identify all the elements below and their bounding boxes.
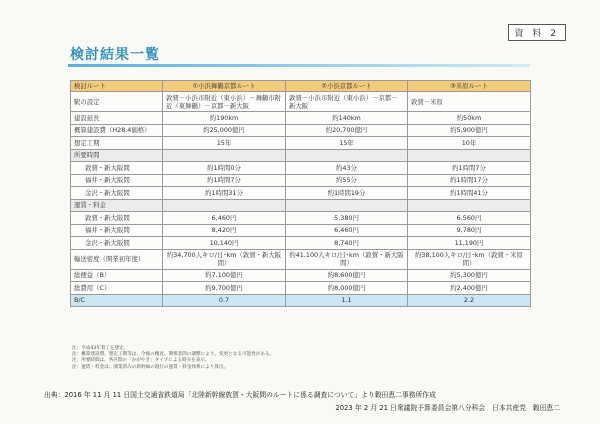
value-cell — [163, 149, 286, 162]
note-item: 注：所要時間は、各区間の「かがやき」タイプによる時分を表示。 — [72, 358, 210, 364]
value-cell: 9,780円 — [408, 224, 531, 237]
table-body — [71, 92, 531, 307]
value-cell: 2.2 — [408, 294, 531, 306]
title-underline — [68, 64, 530, 67]
header-cell: 検討ルート — [71, 81, 163, 92]
table-row — [71, 237, 531, 250]
row-label: 運賃・料金 — [71, 199, 163, 212]
route-comparison-table — [70, 80, 531, 307]
value-cell — [408, 149, 531, 162]
row-label: 概算建設費（H28.4価格） — [71, 124, 163, 137]
row-label: 福井・新大阪間 — [71, 174, 163, 187]
note-item: 注：平成43年着工を想定。 — [72, 346, 129, 351]
value-cell — [286, 199, 408, 212]
value-cell: 約9,700億円 — [163, 282, 286, 295]
table-row — [71, 224, 531, 237]
row-label: 駅の設定 — [71, 92, 163, 112]
table-row — [71, 124, 531, 137]
table-header-row — [71, 81, 531, 92]
table-row — [71, 187, 531, 200]
value-cell: 約5,900億円 — [408, 124, 531, 137]
value-cell: 約1時間0分 — [163, 162, 286, 175]
value-cell: 約190km — [163, 112, 286, 125]
value-cell — [163, 199, 286, 212]
notes — [72, 346, 274, 371]
table-row — [71, 137, 531, 150]
value-cell: 15年 — [286, 137, 408, 150]
note-item: 注：概算建設費、想定工期等は、今後の精査、関係者間の調整により、変更となる可能性がある。 — [72, 352, 275, 358]
document-label: 資 料 2 — [508, 24, 566, 41]
header-cell: ①小浜舞鶴京都ルート — [163, 81, 286, 92]
table-row — [71, 282, 531, 295]
value-cell: 6,560円 — [408, 212, 531, 225]
row-label: 福井・新大阪間 — [71, 224, 163, 237]
table-row — [71, 112, 531, 125]
value-cell: 5,380円 — [286, 212, 408, 225]
value-cell: 0.7 — [163, 294, 286, 306]
note-item: 注：運賃・料金は、開業済みの新幹線の現行の運賃・料金体系により算出。 — [72, 364, 229, 370]
value-cell: 約140km — [286, 112, 408, 125]
value-cell — [408, 199, 531, 212]
value-cell: 10年 — [408, 137, 531, 150]
value-cell: 敦賀－米原 — [408, 92, 531, 112]
value-cell: 約20,700億円 — [286, 124, 408, 137]
header-cell: ②小浜京都ルート — [286, 81, 408, 92]
row-label: 所要時間 — [71, 149, 163, 162]
row-label: 建設延長 — [71, 112, 163, 125]
value-cell: 約41,100人キロ/日･km（敦賀・新大阪間） — [286, 249, 408, 269]
value-cell: 10,140円 — [163, 237, 286, 250]
value-cell — [286, 149, 408, 162]
value-cell: 約7,100億円 — [163, 269, 286, 282]
value-cell: 約1時間17分 — [408, 174, 531, 187]
value-cell: 8,420円 — [163, 224, 286, 237]
table-row — [71, 92, 531, 112]
row-label: 敦賀・新大阪間 — [71, 162, 163, 175]
row-label: 輸送密度（開業初年度） — [71, 249, 163, 269]
row-label: B/C — [71, 294, 163, 306]
value-cell: 敦賀－小浜市附近（東小浜）－京都－新大阪 — [286, 92, 408, 112]
row-label: 想定工期 — [71, 137, 163, 150]
value-cell: 約50km — [408, 112, 531, 125]
table-row — [71, 162, 531, 175]
table-row — [71, 269, 531, 282]
value-cell: 11,190円 — [408, 237, 531, 250]
row-label: 総便益（B） — [71, 269, 163, 282]
row-label: 金沢・新大阪間 — [71, 187, 163, 200]
value-cell: 1.1 — [286, 294, 408, 306]
table-row — [71, 249, 531, 269]
value-cell: 約1時間19分 — [286, 187, 408, 200]
table-row — [71, 174, 531, 187]
value-cell: 約8,600億円 — [286, 269, 408, 282]
value-cell: 約34,700人キロ/日･km（敦賀・新大阪間） — [163, 249, 286, 269]
table-row — [71, 199, 531, 212]
value-cell: 約1時間31分 — [163, 187, 286, 200]
value-cell: 6,460円 — [163, 212, 286, 225]
header-cell: ③米原ルート — [408, 81, 531, 92]
source-citation: 出典：2016 年 11 月 11 日国土交通省鉄道局「北陸新幹線敦賀・大阪間のルートに係る調査について」より穀田恵二事務所作成 — [44, 391, 436, 399]
value-cell: 約5,300億円 — [408, 269, 531, 282]
value-cell: 約43分 — [286, 162, 408, 175]
row-label: 総費用（C） — [71, 282, 163, 295]
value-cell: 8,740円 — [286, 237, 408, 250]
value-cell: 約38,100人キロ/日･km（敦賀・米原間） — [408, 249, 531, 269]
value-cell: 約8,000億円 — [286, 282, 408, 295]
value-cell: 約2,400億円 — [408, 282, 531, 295]
value-cell: 約1時間7分 — [408, 162, 531, 175]
source-attribution: 2023 年 2 月 21 日衆議院予算委員会第八分科会 日本共産党 穀田恵二 — [335, 404, 560, 412]
value-cell: 約25,000億円 — [163, 124, 286, 137]
value-cell: 約55分 — [286, 174, 408, 187]
value-cell: 6,460円 — [286, 224, 408, 237]
row-label: 金沢・新大阪間 — [71, 237, 163, 250]
table-row — [71, 149, 531, 162]
table-row — [71, 212, 531, 225]
value-cell: 敦賀－小浜市附近（東小浜）－舞鶴市附近（東舞鶴）－京都－新大阪 — [163, 92, 286, 112]
value-cell: 約1時間7分 — [163, 174, 286, 187]
value-cell: 15年 — [163, 137, 286, 150]
page-title: 検討結果一覧 — [70, 47, 160, 63]
value-cell: 約1時間41分 — [408, 187, 531, 200]
table-row — [71, 294, 531, 306]
row-label: 敦賀・新大阪間 — [71, 212, 163, 225]
